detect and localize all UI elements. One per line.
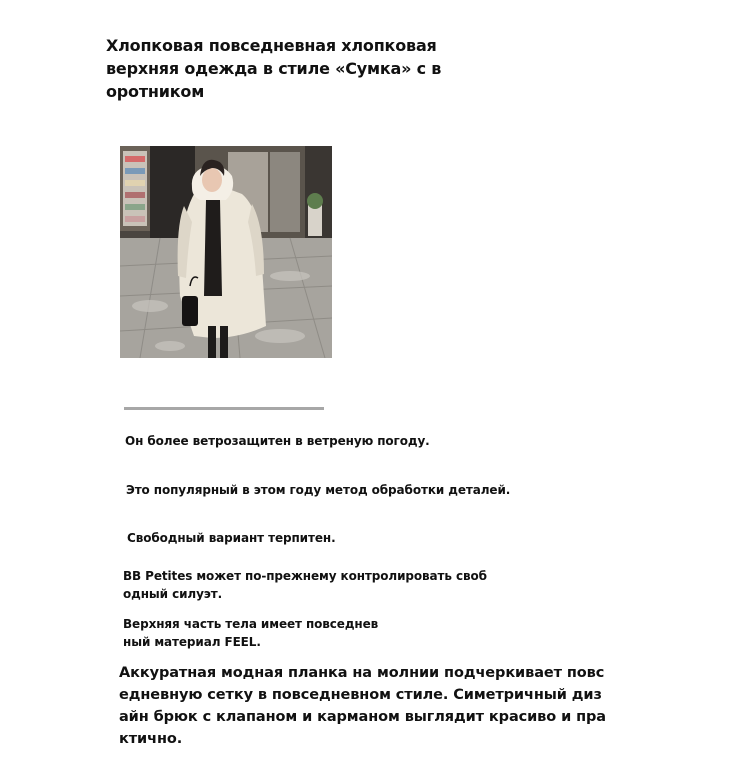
feature-text: Верхняя часть тела имеет повседнев ный материал FEEL. bbox=[123, 617, 379, 649]
section-divider bbox=[124, 407, 324, 410]
product-title: Хлопковая повседневная хлопковая верхняя одежда в стиле «Сумка» с в оротником bbox=[106, 36, 442, 101]
feature-text: Свободный вариант терпитен. bbox=[127, 531, 336, 545]
feature-text: Он более ветрозащитен в ветреную погоду. bbox=[125, 434, 430, 448]
product-photo bbox=[120, 146, 332, 358]
feature-text: BB Petites может по-прежнему контролировать своб одный силуэт. bbox=[123, 569, 487, 601]
feature-text: Это популярный в этом году метод обработки деталей. bbox=[126, 483, 511, 497]
product-description: Аккуратная модная планка на молнии подчеркивает повс едневную сетку в повседневном стиле. Симетричный диз айн брюк с клапаном и карманом выглядит красиво и пра ктично. bbox=[119, 665, 606, 747]
